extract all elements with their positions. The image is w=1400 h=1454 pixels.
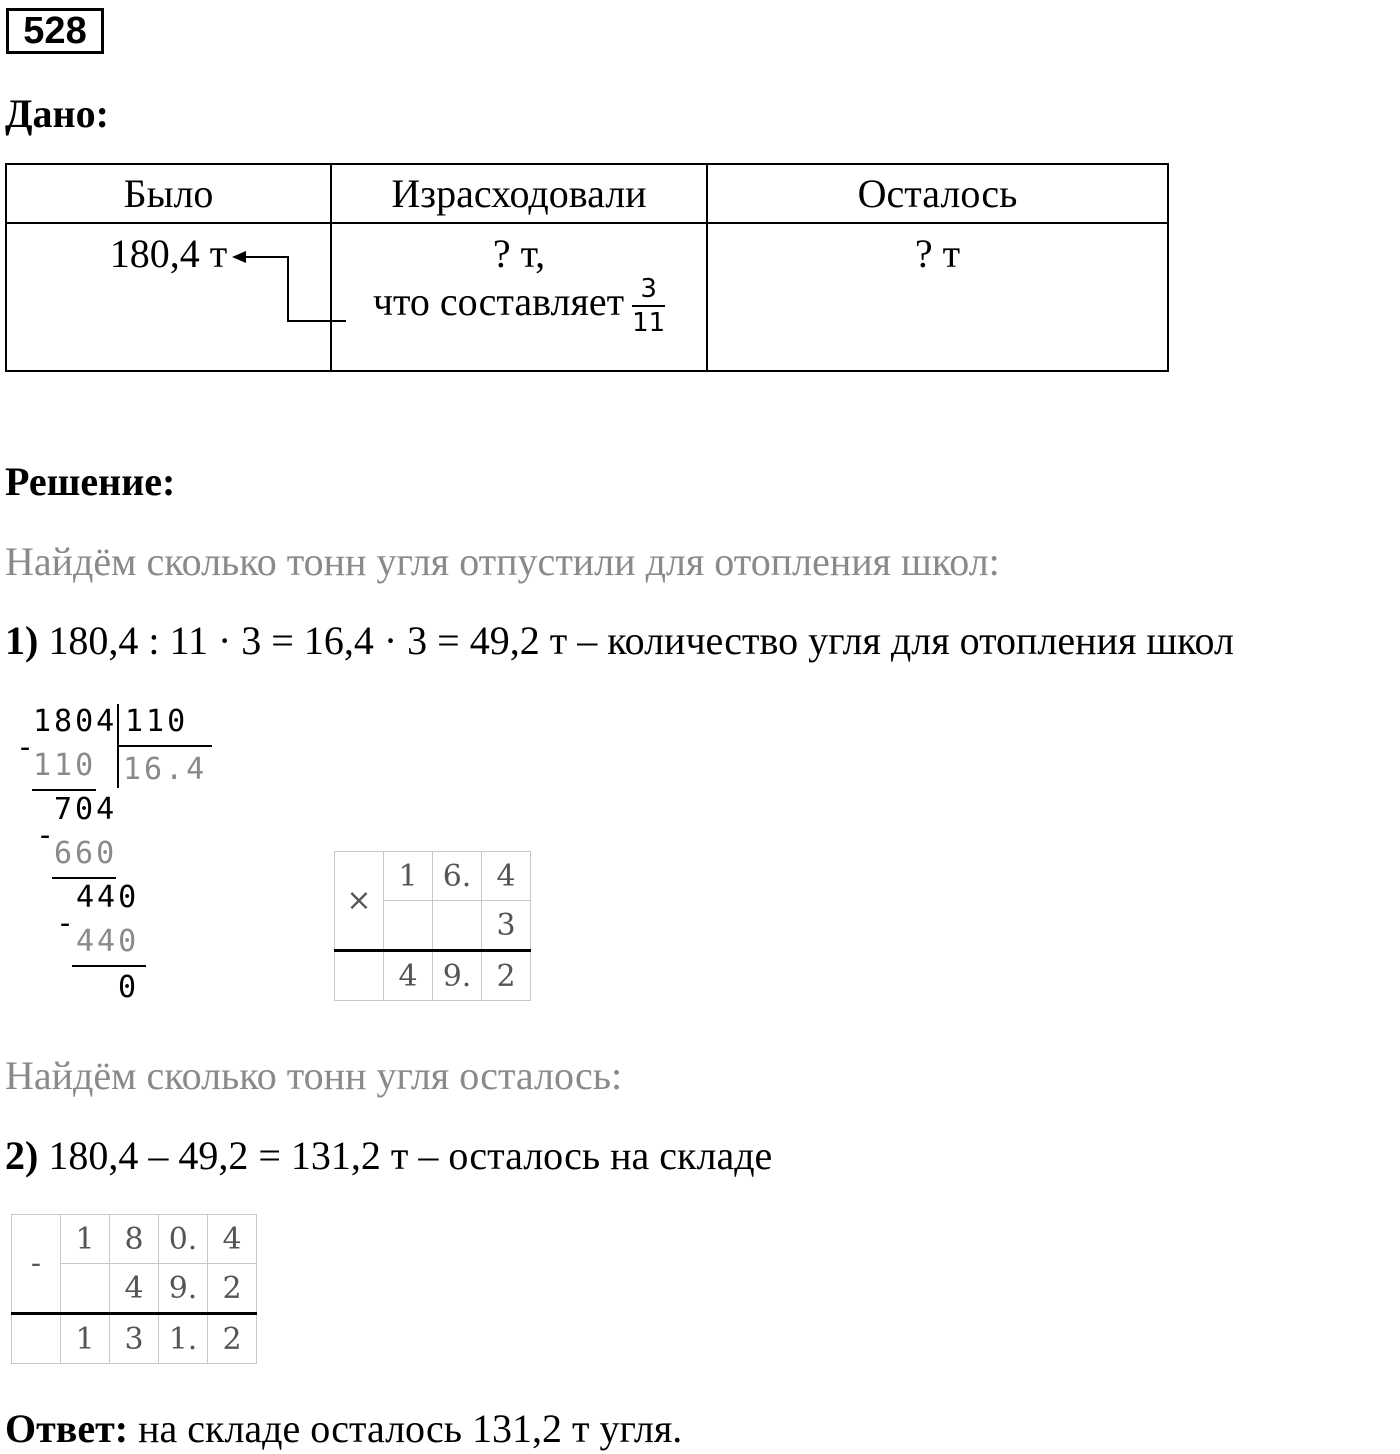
- mult-result-cell: 9.: [433, 951, 482, 1001]
- cell-used: [331, 223, 707, 371]
- step-2-label: 2): [5, 1133, 39, 1178]
- given-heading: Дано:: [5, 91, 109, 136]
- mult-result-cell: 2: [482, 951, 531, 1001]
- division-minus-1: -: [16, 730, 38, 765]
- cell-left: [707, 223, 1168, 371]
- step-1-text: 180,4 : 11 · 3 = 16,4 · 3 = 49,2 т – количество угля для отопления школ: [38, 618, 1234, 663]
- sub-cell: 4: [208, 1215, 257, 1264]
- sub-cell: 0.: [159, 1215, 208, 1264]
- left-value: ? т: [914, 231, 961, 276]
- step-2: [5, 1132, 772, 1179]
- mult-cell: 4: [482, 852, 531, 901]
- sub-cell: 1: [61, 1215, 110, 1264]
- answer-text: на складе осталось 131,2 т угля.: [128, 1406, 683, 1451]
- used-value: ? т,: [492, 231, 546, 276]
- arrow-head-icon: [232, 251, 246, 263]
- answer-label: Ответ:: [5, 1406, 129, 1451]
- mult-cell: [384, 901, 433, 951]
- division-minus-3: -: [56, 906, 78, 941]
- header-was: Было: [6, 164, 331, 223]
- step-2-text: 180,4 – 49,2 = 131,2 т – осталось на складе: [38, 1133, 773, 1178]
- hint-1: Найдём сколько тонн угля отпустили для отопления школ:: [5, 539, 1000, 584]
- division-sub-2: 660: [54, 836, 118, 871]
- sub-cell: 8: [110, 1215, 159, 1264]
- sub-cell: [61, 1264, 110, 1314]
- sub-cell: [12, 1314, 61, 1364]
- division-divisor: 110: [125, 704, 189, 739]
- division-dividend: 1804: [33, 704, 118, 739]
- mult-result-cell: 4: [384, 951, 433, 1001]
- header-left: Осталось: [707, 164, 1168, 223]
- fraction: [632, 275, 665, 337]
- sub-result-cell: 3: [110, 1314, 159, 1364]
- sub-result-cell: 1.: [159, 1314, 208, 1364]
- answer: [5, 1405, 682, 1452]
- division-lines: [0, 700, 220, 970]
- division-quotient: 16.4: [123, 752, 208, 787]
- sub-cell: 2: [208, 1264, 257, 1314]
- sub-cell: 9.: [159, 1264, 208, 1314]
- used-note: что составляет: [372, 279, 625, 325]
- division-rem-1: 704: [54, 792, 118, 827]
- division-rem-2: 440: [76, 880, 140, 915]
- step-1-label: 1): [5, 618, 39, 663]
- sub-result-cell: 1: [61, 1314, 110, 1364]
- mult-cell: [335, 951, 384, 1001]
- division-minus-2: -: [36, 818, 58, 853]
- given-table: [5, 163, 1169, 372]
- fraction-numerator: 3: [632, 275, 665, 307]
- header-used: Израсходовали: [331, 164, 707, 223]
- multiplication-sign: ×: [335, 852, 384, 951]
- arrow-connector: [228, 245, 358, 330]
- hint-2: Найдём сколько тонн угля осталось:: [5, 1053, 623, 1098]
- mult-cell: 1: [384, 852, 433, 901]
- solution-heading: Решение:: [5, 459, 176, 504]
- mult-cell: 6.: [433, 852, 482, 901]
- sub-result-cell: 2: [208, 1314, 257, 1364]
- multiplication-grid: [334, 851, 531, 1001]
- sub-cell: 4: [110, 1264, 159, 1314]
- mult-cell: 3: [482, 901, 531, 951]
- subtraction-sign: -: [12, 1215, 61, 1314]
- step-1: [5, 617, 1234, 664]
- problem-number: 528: [6, 8, 104, 54]
- division-final: 0: [118, 970, 140, 1005]
- division-sub-3: 440: [76, 924, 140, 959]
- division-sub-1: 110: [33, 748, 97, 783]
- mult-cell: [433, 901, 482, 951]
- arrow-line: [242, 257, 346, 321]
- used-note-line: [332, 275, 706, 337]
- was-value: 180,4 т: [109, 231, 228, 276]
- fraction-denominator: 11: [632, 308, 666, 338]
- subtraction-grid: [11, 1214, 257, 1364]
